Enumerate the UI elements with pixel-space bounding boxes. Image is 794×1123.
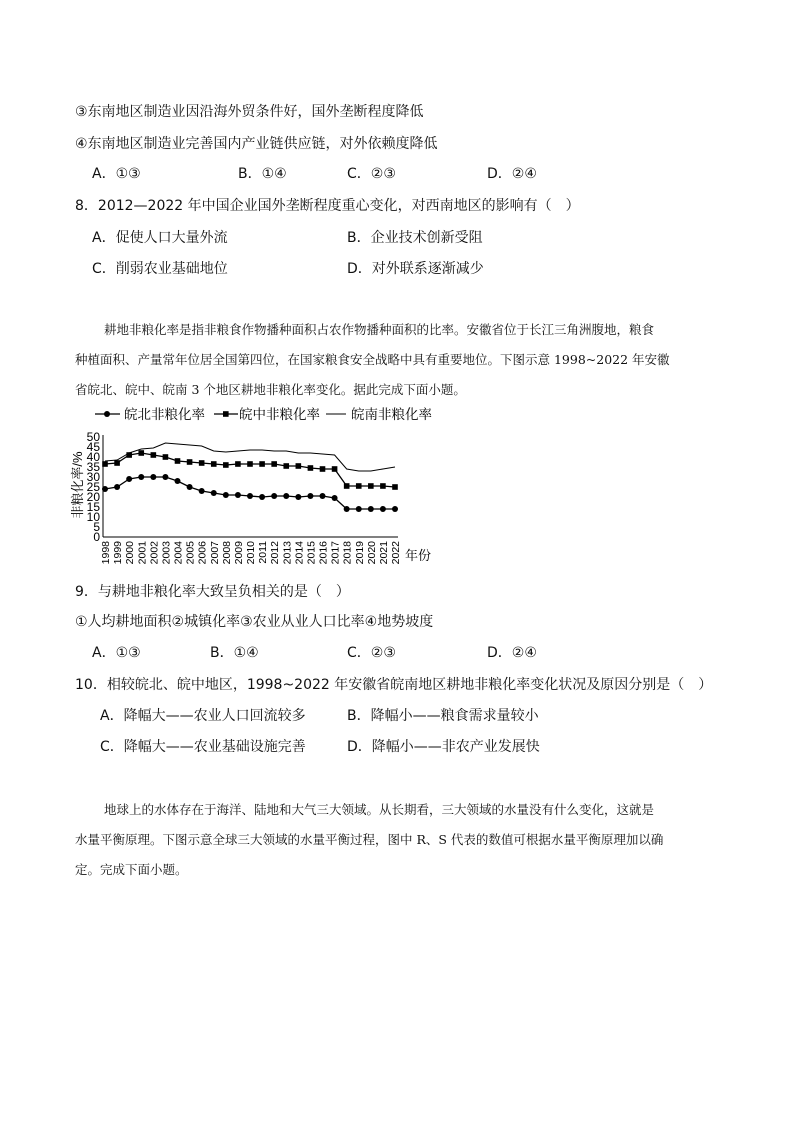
- data-point-square: [283, 463, 289, 469]
- q8-option-c: C．削弱农业基础地位: [92, 261, 228, 277]
- legend-marker-circle: [104, 411, 110, 417]
- data-point-square: [332, 466, 338, 472]
- q10-option-d: D．降幅小——非农产业发展快: [347, 739, 540, 755]
- q10-stem: 10．相较皖北、皖中地区，1998~2022 年安徽省皖南地区耕地非粮化率变化状况及原因分别是（ ）: [75, 677, 713, 693]
- x-tick-label: 2012: [269, 541, 282, 565]
- data-point-square: [296, 463, 302, 469]
- q8-option-a: A．促使人口大量外流: [92, 230, 228, 246]
- passage2-line-1: 地球上的水体存在于海洋、陆地和大气三大领域。从长期看，三大领域的水量没有什么变化，这就是: [104, 802, 655, 817]
- passage1-line-1: 耕地非粮化率是指非粮食作物播种面积占农作物播种面积的比率。安徽省位于长江三角洲腹地，粮食: [104, 322, 655, 337]
- q7-item-3: ③东南地区制造业因沿海外贸条件好，国外垄断程度降低: [75, 104, 424, 120]
- x-axis-label: 年份: [405, 548, 432, 563]
- y-tick-label: 10: [86, 510, 100, 524]
- data-point-square: [151, 452, 157, 458]
- data-point-circle: [114, 484, 120, 490]
- data-point-circle: [283, 493, 289, 499]
- data-point-square: [211, 461, 217, 467]
- y-tick-label: 30: [86, 470, 100, 484]
- data-point-circle: [392, 506, 398, 512]
- q9-option-c: C．②③: [347, 645, 396, 661]
- data-point-circle: [307, 493, 313, 499]
- q9-items: ①人均耕地面积②城镇化率③农业从业人口比率④地势坡度: [75, 614, 434, 630]
- y-tick-label: 15: [86, 500, 100, 514]
- data-point-circle: [126, 476, 132, 482]
- data-point-square: [102, 461, 108, 467]
- x-tick-label: 2010: [245, 541, 257, 565]
- x-tick-label: 2015: [305, 541, 318, 565]
- data-point-square: [380, 483, 386, 489]
- data-point-circle: [199, 488, 205, 494]
- data-point-square: [368, 483, 374, 489]
- data-point-square: [271, 461, 277, 467]
- passage1-line-3: 省皖北、皖中、皖南 3 个地区耕地非粮化率变化。据此完成下面小题。: [75, 382, 466, 397]
- x-tick-label: 2005: [184, 541, 197, 565]
- y-tick-label: 40: [86, 450, 100, 464]
- q10-option-c: C．降幅大——农业基础设施完善: [100, 739, 306, 755]
- x-tick-label: 2008: [220, 541, 233, 565]
- data-point-circle: [150, 474, 156, 480]
- data-point-square: [138, 450, 144, 456]
- x-tick-label: 2018: [341, 541, 354, 565]
- x-tick-label: 2001: [136, 541, 149, 565]
- data-point-square: [344, 483, 350, 489]
- q7-item-4: ④东南地区制造业完善国内产业链供应链，对外依赖度降低: [75, 136, 438, 152]
- legend-marker-square: [223, 411, 229, 417]
- x-tick-label: 2007: [208, 541, 221, 565]
- data-point-circle: [138, 474, 144, 480]
- data-point-circle: [271, 493, 277, 499]
- legend-label-2: 皖中非粮化率: [239, 407, 320, 422]
- data-point-circle: [368, 506, 374, 512]
- x-tick-label: 1999: [112, 541, 125, 565]
- data-point-square: [163, 454, 169, 460]
- data-point-square: [308, 465, 314, 471]
- legend-label-1: 皖北非粮化率: [124, 407, 205, 422]
- q8-option-d: D．对外联系逐渐减少: [347, 261, 484, 277]
- data-point-circle: [187, 484, 193, 490]
- data-point-circle: [247, 493, 253, 499]
- data-point-circle: [223, 492, 229, 498]
- x-tick-label: 2019: [353, 541, 366, 565]
- data-point-square: [247, 461, 253, 467]
- data-point-circle: [175, 478, 181, 484]
- data-point-square: [259, 461, 265, 467]
- y-tick-label: 0: [93, 530, 100, 544]
- q9-option-d: D．②④: [487, 645, 537, 661]
- x-tick-label: 2004: [172, 541, 185, 565]
- data-point-square: [199, 460, 205, 466]
- x-tick-label: 2000: [124, 541, 137, 565]
- data-point-circle: [235, 492, 241, 498]
- data-point-square: [235, 461, 241, 467]
- x-tick-label: 2013: [281, 541, 294, 565]
- q8-option-b: B．企业技术创新受阻: [347, 230, 483, 246]
- legend-label-3: 皖南非粮化率: [351, 407, 432, 422]
- x-tick-label: 2022: [390, 541, 402, 565]
- q10-option-b: B．降幅小——粮食需求量较小: [347, 708, 539, 724]
- data-point-circle: [320, 493, 326, 499]
- data-point-circle: [102, 486, 108, 492]
- x-tick-label: 2003: [160, 541, 173, 565]
- y-axis-label: 非粮化率/%: [70, 451, 85, 519]
- x-tick-label: 2014: [293, 541, 306, 565]
- y-tick-label: 20: [86, 490, 100, 504]
- passage2-line-3: 定。完成下面小题。: [75, 862, 188, 877]
- q7-option-d: D．②④: [487, 166, 537, 182]
- data-point-square: [187, 459, 193, 465]
- data-point-square: [114, 460, 120, 466]
- x-tick-label: 1998: [100, 541, 112, 565]
- y-tick-label: 45: [86, 440, 100, 454]
- q7-option-b: B．①④: [238, 166, 287, 182]
- data-point-circle: [332, 495, 338, 501]
- data-point-square: [392, 484, 398, 490]
- data-point-square: [223, 462, 229, 468]
- y-tick-label: 5: [93, 520, 100, 534]
- q9-option-a: A．①③: [92, 645, 141, 661]
- data-point-circle: [211, 490, 217, 496]
- x-tick-label: 2017: [329, 541, 342, 565]
- data-point-circle: [380, 506, 386, 512]
- data-point-square: [320, 466, 326, 472]
- data-point-circle: [162, 474, 168, 480]
- data-point-circle: [356, 506, 362, 512]
- y-tick-label: 35: [86, 460, 100, 474]
- data-point-circle: [259, 494, 265, 500]
- x-tick-label: 2006: [196, 541, 209, 565]
- data-point-circle: [295, 494, 301, 500]
- passage1-line-2: 种植面积、产量常年位居全国第四位，在国家粮食安全战略中具有重要地位。下图示意 1998~2022 年安徽: [75, 352, 670, 367]
- x-tick-label: 2016: [317, 541, 330, 565]
- y-tick-label: 25: [86, 480, 100, 494]
- data-point-circle: [344, 506, 350, 512]
- x-tick-label: 2021: [377, 541, 390, 565]
- x-tick-label: 2011: [257, 541, 270, 564]
- q9-option-b: B．①④: [210, 645, 259, 661]
- q9-stem: 9．与耕地非粮化率大致呈负相关的是（ ）: [75, 584, 350, 600]
- x-tick-label: 2002: [148, 541, 161, 565]
- q10-option-a: A．降幅大——农业人口回流较多: [100, 708, 306, 724]
- y-tick-label: 50: [86, 430, 100, 444]
- data-point-square: [175, 458, 181, 464]
- q8-stem: 8．2012—2022 年中国企业国外垄断程度重心变化，对西南地区的影响有（ ）: [75, 198, 580, 214]
- x-tick-label: 2009: [232, 541, 245, 565]
- x-tick-label: 2020: [365, 541, 378, 565]
- passage2-line-2: 水量平衡原理。下图示意全球三大领域的水量平衡过程，图中 R、S 代表的数值可根据水量平衡原理加以确: [75, 832, 664, 847]
- data-point-square: [356, 483, 362, 489]
- q7-option-a: A．①③: [92, 166, 141, 182]
- q7-option-c: C．②③: [347, 166, 396, 182]
